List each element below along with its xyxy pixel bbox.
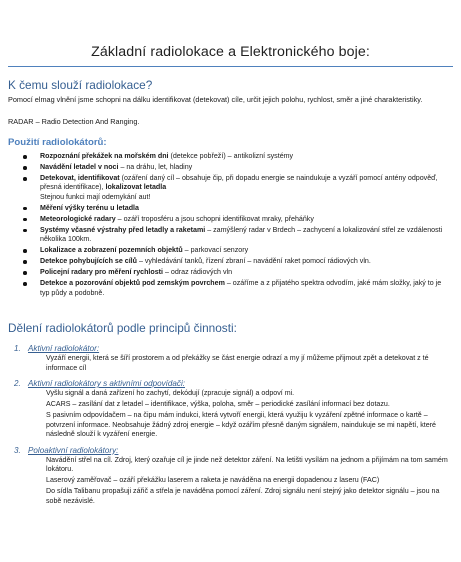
section-paragraph: Vyzáří energii, která se šíří prostorem a od překážky se část energie odrazí a my jí můžeme přijmout zpět a detekovat z té informace cíl xyxy=(46,354,429,372)
usage-item xyxy=(8,268,448,277)
usage-item-note: Stejnou funkci mají odemykání aut! xyxy=(40,192,151,201)
section-body xyxy=(8,456,448,507)
title-divider xyxy=(8,66,453,67)
usage-item-bold: Lokalizace a zobrazení pozemních objektů xyxy=(40,246,183,255)
usage-item-bold: lokalizovat letadla xyxy=(105,183,167,192)
purpose-paragraph: Pomocí elmag vlnění jsme schopni na dálku identifikovat (detekovat) cíle, určit jejich polohu, rychlost, směr a jiné charakteristiky. xyxy=(8,95,423,104)
usage-item-text: (detekce pobřeží) – antikolizní systémy xyxy=(168,152,294,160)
usage-item-text: (ozáření daný cíl – obsahuje čip, při dopadu energie se naindukuje a vyzáří pomocí antény odpověď, přesná identifikace), xyxy=(40,174,438,192)
usage-item xyxy=(8,174,448,202)
division-section xyxy=(8,378,448,440)
radar-definition: RADAR – Radio Detection And Ranging. xyxy=(8,117,140,126)
usage-item-bold: Detekce pohybujících se cílů xyxy=(40,257,137,266)
section-heading xyxy=(8,445,448,456)
bullet-icon xyxy=(23,249,27,253)
section-number: 1. xyxy=(14,344,21,353)
usage-item xyxy=(8,226,448,245)
section-heading-text: Aktivní radiolokátor: xyxy=(28,344,100,353)
bullet-icon xyxy=(23,282,27,286)
division-section xyxy=(8,343,448,373)
usage-item xyxy=(8,257,448,266)
usage-item-bold: Systémy včasné výstrahy před letadly a raketami xyxy=(40,225,206,234)
usage-item-text: – ozáří troposféru a jsou schopni identifikovat mraky, přeháňky xyxy=(115,214,314,223)
section-heading xyxy=(8,343,448,354)
section-number: 2. xyxy=(14,379,21,388)
usage-item xyxy=(8,215,448,224)
usage-item-bold: Rozpoznání překážek na mořském dni xyxy=(40,152,169,160)
bullet-icon xyxy=(23,207,27,211)
section-paragraph: Navádění střel na cíl. Zdroj, který ozařuje cíl je jinde než detektor záření. Na letišti vysílám na jednom a přijímám na tom samém lokátoru. xyxy=(46,455,448,474)
usage-item-bold: Policejní radary pro měření rychlosti xyxy=(40,268,164,277)
section-body xyxy=(8,389,448,440)
usage-item xyxy=(8,152,448,161)
bullet-icon xyxy=(23,260,27,264)
usage-item-text: – zamýšlený radar v Brdech – zachycení a lokalizování střel ze vzdálenosti několika 100km. xyxy=(40,225,443,244)
section-body xyxy=(8,354,448,373)
usage-item xyxy=(8,204,448,213)
usage-item xyxy=(8,246,448,255)
section-paragraph: S pasivním odpovídačem – na čipu mám indukci, která vytvoří energii, která využiju k vyzáření zpětné informace o kartě – potvrzení informace. Neobsahuje žádný zdroj energie – když ozářím přesně daným signálem, naindukuje se mi napětí, které následně slouží k vyzáření energie. xyxy=(46,411,436,439)
usage-item-text: – parkovací senzory xyxy=(182,246,249,255)
section-paragraph: Laserový zaměřovač – ozáří překážku laserem a raketa je naváděna na energii dopadenou z laseru (FAC) xyxy=(46,476,380,485)
section-paragraph: Vyšlu signál a daná zařízení ho zachytí, dekódují (zpracuje signál) a odpoví mi. xyxy=(46,389,295,397)
usage-item xyxy=(8,163,448,172)
bullet-icon xyxy=(23,229,27,233)
usage-item-bold: Detekovat, identifikovat xyxy=(40,174,120,182)
section-number: 3. xyxy=(14,445,21,455)
section-heading-text: Poloaktivní radiolokátory: xyxy=(28,445,119,455)
division-section xyxy=(8,445,448,507)
heading-usage: Použití radiolokátorů: xyxy=(8,137,107,148)
usage-item xyxy=(8,279,448,298)
usage-item-bold: Meteorologické radary xyxy=(40,214,116,223)
bullet-icon xyxy=(23,218,27,222)
heading-division: Dělení radiolokátorů podle principů činnosti: xyxy=(8,321,237,335)
division-sections xyxy=(8,343,448,511)
bullet-icon xyxy=(23,166,27,170)
section-heading-text: Aktivní radiolokátory s aktivními odpovídači: xyxy=(28,379,185,388)
bullet-icon xyxy=(23,271,27,275)
usage-item-text: – na dráhu, let, hladiny xyxy=(118,163,193,171)
section-paragraph: Do sídla Talibanu propašuji zářič a střela je naváděna pomocí záření. Zdroj signálu není stejný jako detektor signálu – jsou na sobě nezávislé. xyxy=(46,487,440,505)
heading-purpose: K čemu slouží radiolokace? xyxy=(8,78,153,92)
usage-list xyxy=(8,152,448,300)
section-paragraph: ACARS – zasílání dat z letadel – identifikace, výška, poloha, směr – periodické zasílání informací bez dotazu. xyxy=(46,400,390,409)
bullet-icon xyxy=(23,155,27,159)
usage-item-text: – ozáříme a z přijatého spektra odvodím, jaké mám složky, jaký to je typ půdy a podobně. xyxy=(40,279,442,297)
bullet-icon xyxy=(23,177,27,181)
usage-item-text: – odraz rádiových vln xyxy=(163,268,233,277)
usage-item-text: – vyhledávání tanků, řízení zbraní – navádění raket pomocí rádiových vln. xyxy=(136,257,371,266)
usage-item-bold: Navádění letadel v noci xyxy=(40,163,119,171)
usage-item-bold: Detekce a pozorování objektů pod zemským povrchem xyxy=(40,279,225,288)
section-heading xyxy=(8,378,448,389)
usage-item-bold: Měření výšky terénu u letadla xyxy=(40,203,139,212)
document-title: Základní radiolokace a Elektronického boje: xyxy=(91,44,370,60)
